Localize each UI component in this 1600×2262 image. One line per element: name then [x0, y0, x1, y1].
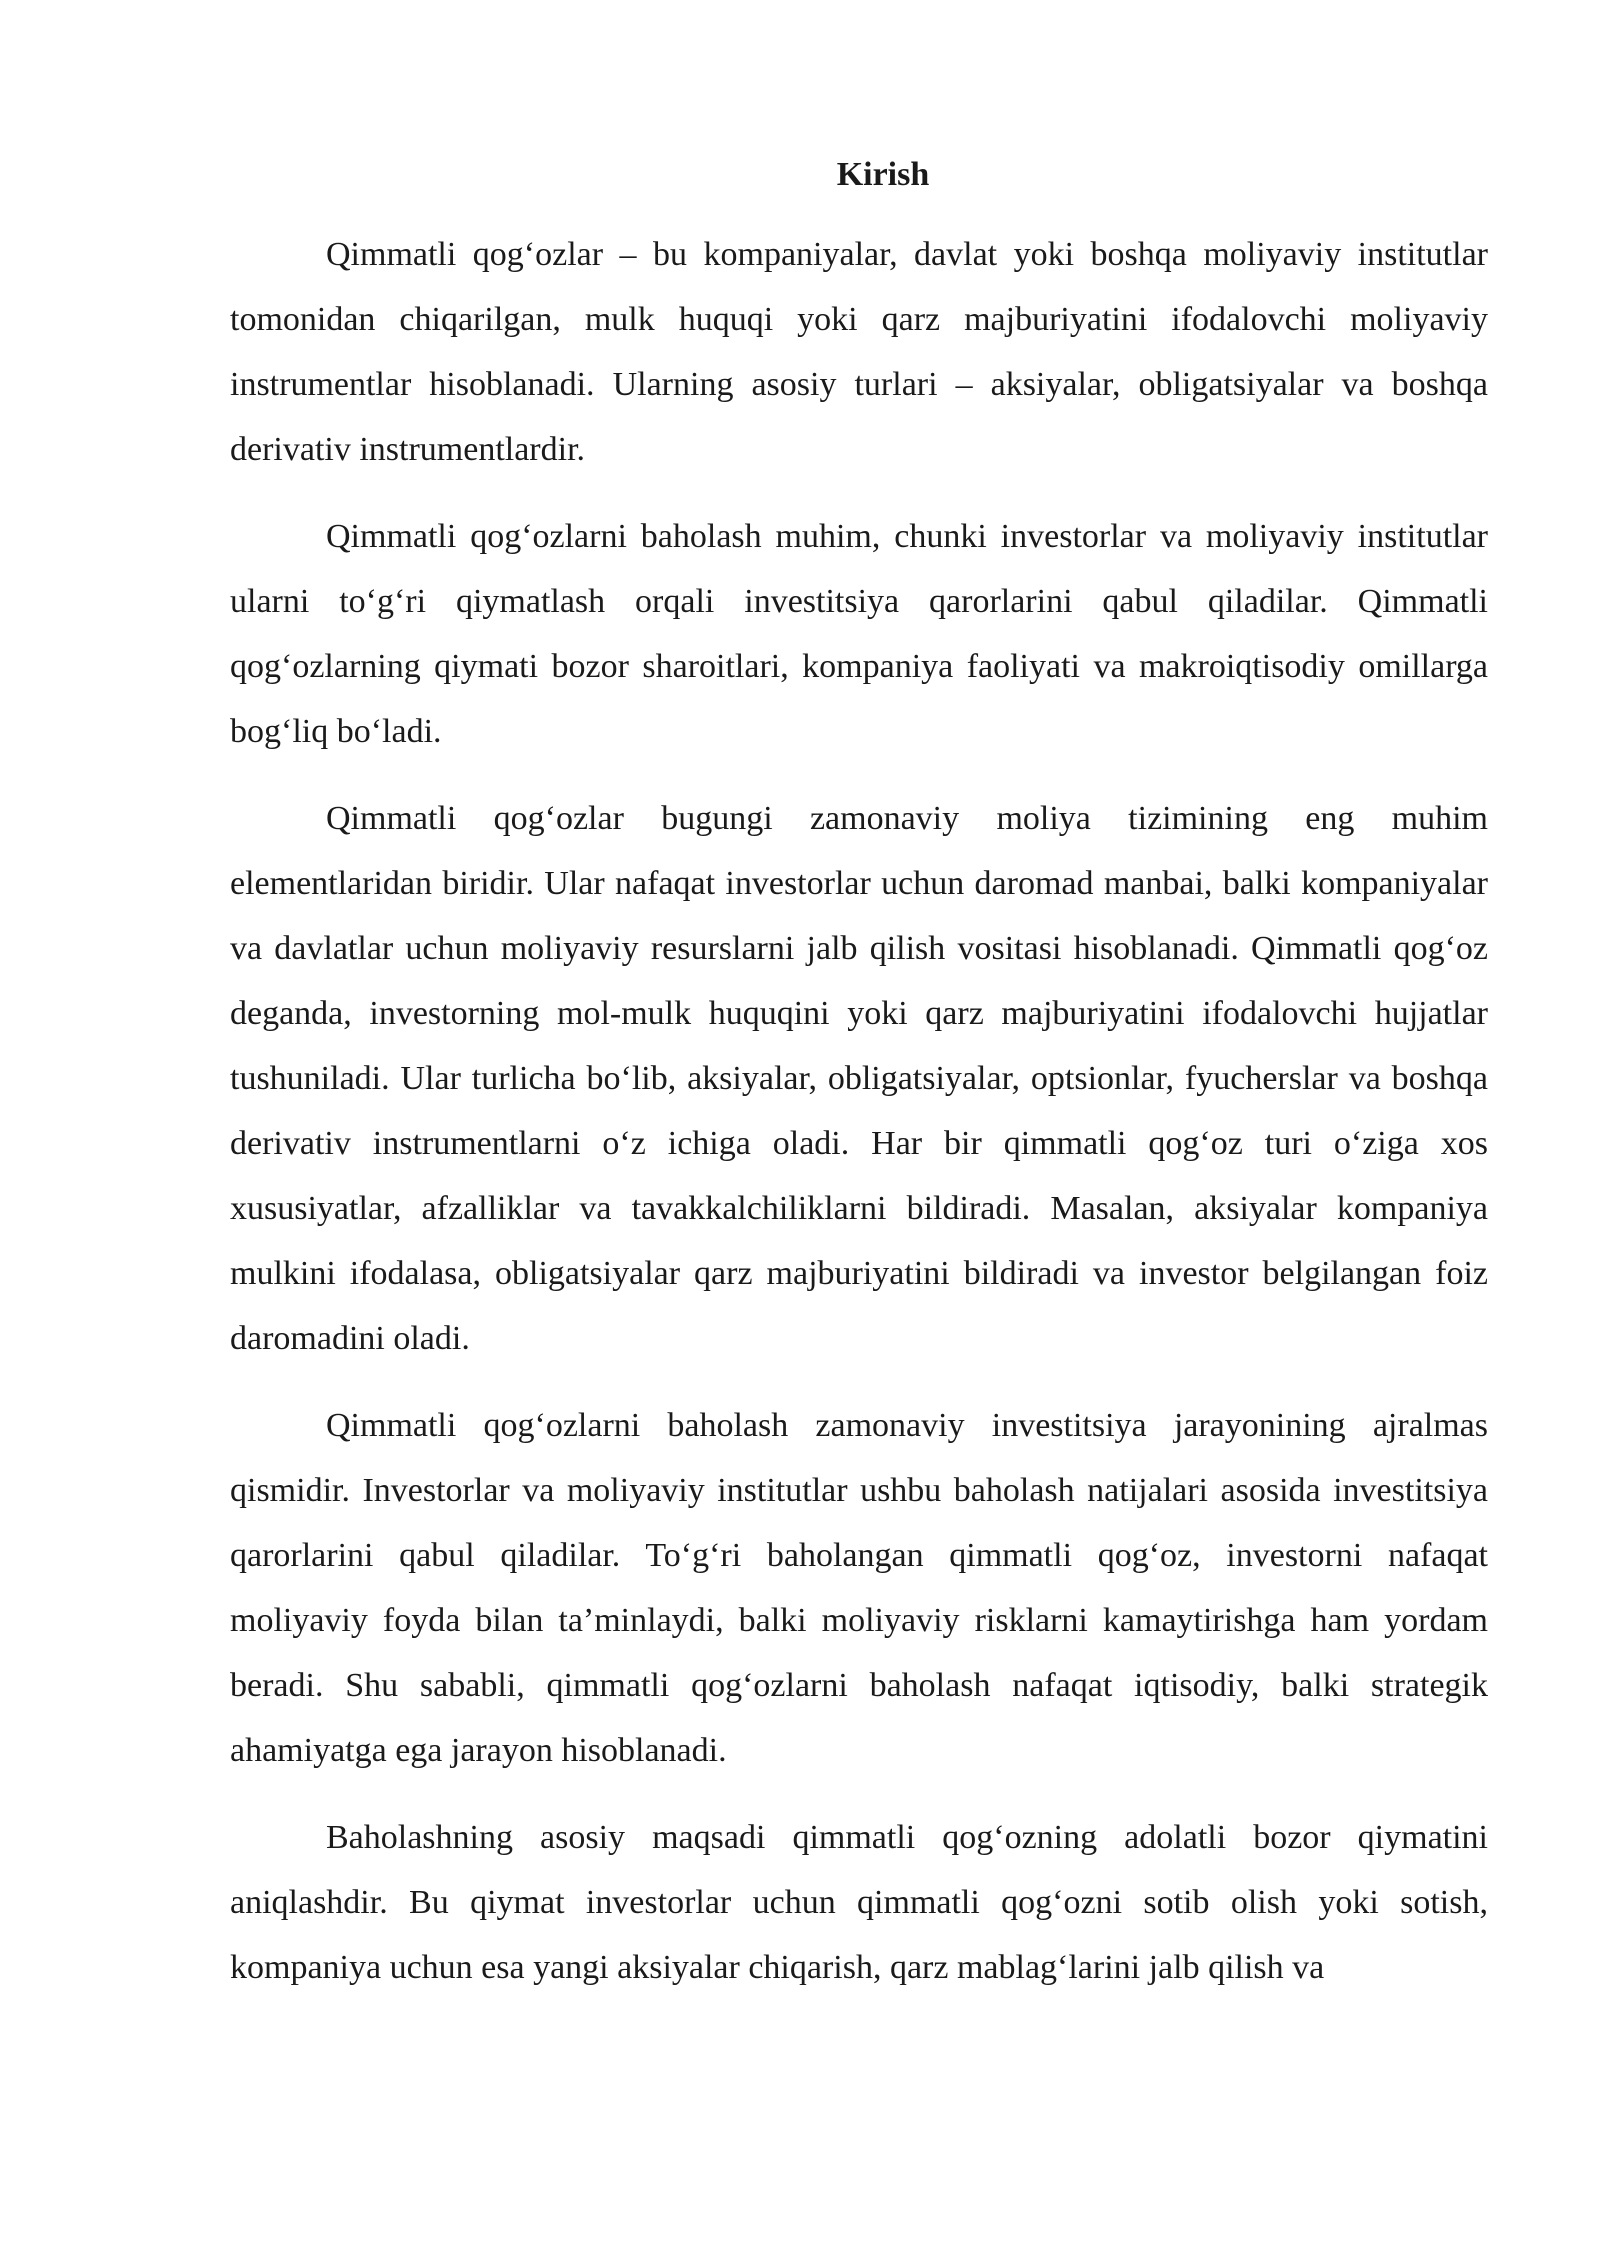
paragraph-3: Qimmatli qog‘ozlar bugungi zamonaviy moliya tizimining eng muhim elementlaridan biridir. Ular nafaqat investorlar uchun daromad manbai, balki kompaniyalar va davlatlar uchun moliyaviy resurslarni jalb qilish vositasi hisoblanadi. Qimmatli qog‘oz deganda, investorning mol-mulk huquqini yoki qarz majburiyatini ifodalovchi hujjatlar tushuniladi. Ular turlicha bo‘lib, aksiyalar, obligatsiyalar, optsionlar, fyucherslar va boshqa derivativ instrumentlarni o‘z ichiga oladi. Har bir qimmatli qog‘oz turi o‘ziga xos xususiyatlar, afzalliklar va tavakkalchiliklarni bildiradi. Masalan, aksiyalar kompaniya mulkini ifodalasa, obligatsiyalar qarz majburiyatini bildiradi va investor belgilangan foiz daromadini oladi. [230, 800, 1488, 1357]
paragraph-5: Baholashning asosiy maqsadi qimmatli qog‘ozning adolatli bozor qiymatini aniqlashdir. Bu qiymat investorlar uchun qimmatli qog‘ozni sotib olish yoki sotish, kompaniya uchun esa yangi aksiyalar chiqarish, qarz mablag‘larini jalb qilish va [230, 1819, 1488, 1986]
paragraph-2: Qimmatli qog‘ozlarni baholash muhim, chunki investorlar va moliyaviy institutlar ularni to‘g‘ri qiymatlash orqali investitsiya qarorlarini qabul qiladilar. Qimmatli qog‘ozlarning qiymati bozor sharoitlari, kompaniya faoliyati va makroiqtisodiy omillarga bog‘liq bo‘ladi. [230, 518, 1488, 750]
document-title: Kirish [836, 156, 930, 193]
paragraph-4: Qimmatli qog‘ozlarni baholash zamonaviy investitsiya jarayonining ajralmas qismidir. Investorlar va moliyaviy institutlar ushbu baholash natijalari asosida investitsiya qarorlarini qabul qiladilar. To‘g‘ri baholangan qimmatli qog‘oz, investorni nafaqat moliyaviy foyda bilan ta’minlaydi, balki moliyaviy risklarni kamaytirishga ham yordam beradi. Shu sababli, qimmatli qog‘ozlarni baholash nafaqat iqtisodiy, balki strategik ahamiyatga ega jarayon hisoblanadi. [230, 1407, 1488, 1769]
paragraph-1: Qimmatli qog‘ozlar – bu kompaniyalar, davlat yoki boshqa moliyaviy institutlar tomonidan chiqarilgan, mulk huquqi yoki qarz majburiyatini ifodalovchi moliyaviy instrumentlar hisoblanadi. Ularning asosiy turlari – aksiyalar, obligatsiyalar va boshqa derivativ instrumentlardir. [230, 236, 1488, 468]
document-body [230, 148, 1488, 2022]
